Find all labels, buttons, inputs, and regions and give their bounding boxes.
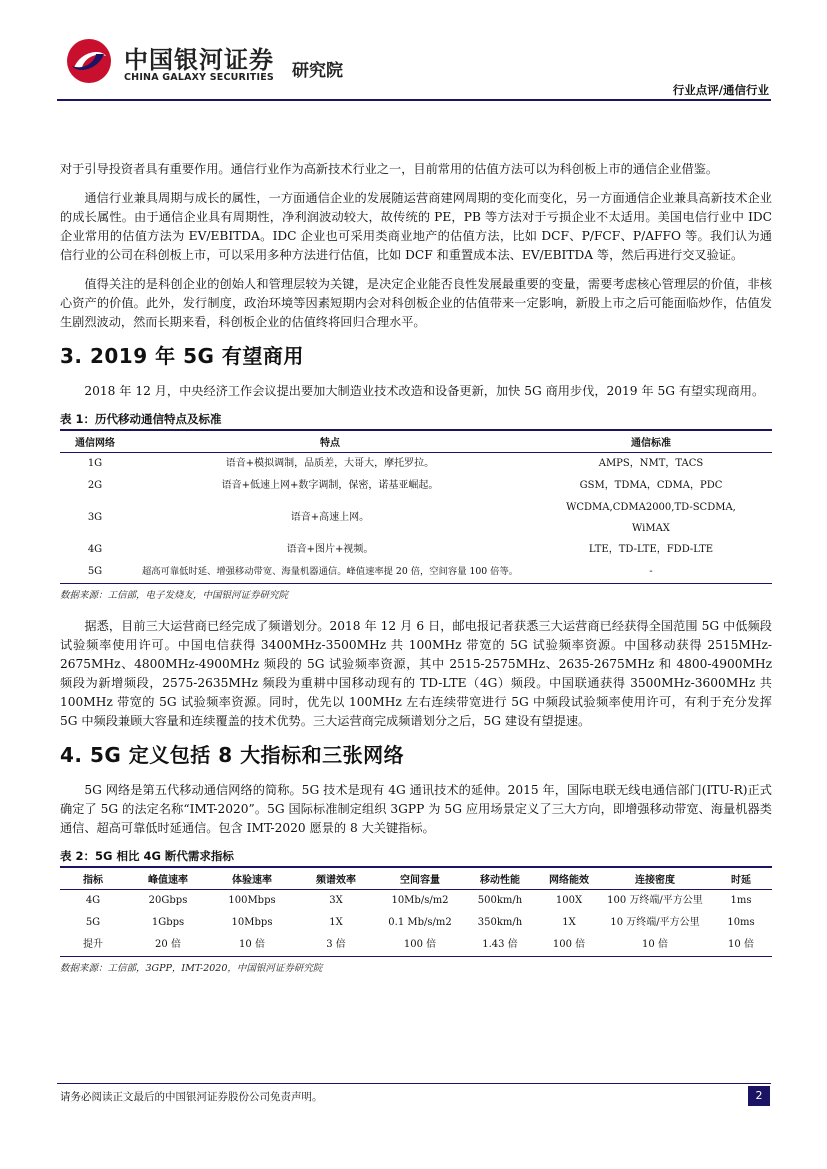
table-cell: GSM，TDMA，CDMA，PDC <box>579 480 723 491</box>
table-row <box>60 912 772 934</box>
table-cell: 100 倍 <box>378 934 462 957</box>
table-cell: 提升 <box>60 934 126 957</box>
header-divider <box>57 99 771 101</box>
table-cell: 1ms <box>730 895 752 906</box>
table-cell: 语音+高速上网。 <box>290 512 370 523</box>
section-4-title: 4. 5G 定义包括 8 大指标和三张网络 <box>60 743 405 767</box>
table-cell: 3G <box>87 512 103 523</box>
table-cell: 100 倍 <box>538 934 600 957</box>
report-category: 行业点评/通信行业 <box>672 83 769 97</box>
table-header-cell: 频谱效率 <box>294 867 378 890</box>
table-row <box>60 934 772 957</box>
table-cell: 5G <box>60 561 130 584</box>
table-header-cell: 连接密度 <box>600 867 710 890</box>
table-cell: 语音+图片+视频。 <box>286 544 374 555</box>
table-cell: 10 倍 <box>600 934 710 957</box>
footer-disclaimer: 请务必阅读正文最后的中国银河证券股份公司免责声明。 <box>60 1091 323 1103</box>
table-cell: 5G <box>85 917 101 928</box>
page-number: 2 <box>748 1086 770 1106</box>
table-header-cell: 网络能效 <box>538 867 600 890</box>
galaxy-logo-icon <box>66 38 112 84</box>
table-header-cell: 时延 <box>710 867 772 890</box>
paragraph: 通信行业兼具周期与成长的属性，一方面通信企业的发展随运营商建网周期的变化而变化，另一方面通信企业兼具高新技术企业的成长属性。由于通信企业具有周期性，净利润波动较大，故传统的 PE，PB 等方法对于亏损企业不太适用。美国电信行业中 IDC 企业常用的估值方法为 EV/EBITDA。IDC 企业也可采用类商业地产的估值方法，比如 DCF、P/FCF、P/AFFO 等。我们认为通信行业的公司在科创板上市，可以采用多种方法进行估值，比如 DCF 和重置成本法、EV/EBITDA 等，然后再进行交叉验证。 <box>60 191 772 262</box>
table-header-row <box>60 430 772 453</box>
table-cell: 语音+低速上网+数字调制，保密，诺基亚崛起。 <box>221 480 439 491</box>
footer-divider <box>57 1083 771 1084</box>
table-cell: 20Gbps <box>148 895 188 906</box>
table-row <box>60 453 772 476</box>
paragraph: 对于引导投资者具有重要作用。通信行业作为高新技术行业之一，目前常用的估值方法可以为科创板上市的通信企业借鉴。 <box>60 162 719 176</box>
table-cell: 超高可靠低时延、增强移动带宽、海量机器通信。峰值速率提 20 倍，空间容量 100 倍等。 <box>130 561 530 584</box>
table-row <box>60 497 772 539</box>
table-row <box>60 475 772 497</box>
table-header-row <box>60 867 772 890</box>
table-cell: 1.43 倍 <box>462 934 538 957</box>
table-row <box>60 890 772 913</box>
table-2-source: 数据来源：工信部，3GPP，IMT-2020，中国银河证券研究院 <box>60 963 323 974</box>
table-cell: WCDMA,CDMA2000,TD-SCDMA, WiMAX <box>566 502 736 534</box>
table-cell: 语音+模拟调制，品质差，大哥大，摩托罗拉。 <box>225 458 435 469</box>
table-cell: 1Gbps <box>151 917 185 928</box>
brand-name-cn: 中国银河证券 <box>124 46 274 74</box>
section-3-title: 3. 2019 年 5G 有望商用 <box>60 344 304 368</box>
table-1-source: 数据来源：工信部，电子发烧友，中国银河证券研究院 <box>60 590 289 601</box>
table-cell: 10 万终端/平方公里 <box>610 917 700 928</box>
main-content <box>60 160 772 990</box>
table-cell: 3 倍 <box>294 934 378 957</box>
table-header-cell: 通信标准 <box>530 430 772 453</box>
table-header-cell: 通信网络 <box>60 430 130 453</box>
table-cell: 20 倍 <box>126 934 210 957</box>
table-cell: 3X <box>329 895 343 906</box>
table-cell: 10ms <box>727 917 755 928</box>
paragraph: 值得关注的是科创企业的创始人和管理层较为关键，是决定企业能否良性发展最重要的变量，需要考虑核心管理层的价值，非核心资产的价值。此外，发行制度，政治环境等因素短期内会对科创板企业的估值带来一定影响，新股上市之后可能面临炒作，估值发生剧烈波动，然而长期来看，科创板企业的估值终将回归合理水平。 <box>60 277 772 329</box>
table-cell: 100Mbps <box>228 895 276 906</box>
brand-institute: 研究院 <box>292 61 343 81</box>
paragraph: 5G 网络是第五代移动通信网络的简称。5G 技术是现有 4G 通讯技术的延伸。2015 年，国际电联无线电通信部门(ITU-R)正式确定了 5G 的法定名称“IMT-2020”。5G 国际标准制定组织 3GPP 为 5G 应用场景定义了三大方向，即增强移动带宽、海量机器类通信、超高可靠低时延通信。包含 IMT-2020 愿景的 8 大关键指标。 <box>60 783 772 835</box>
table-header-cell: 空间容量 <box>378 867 462 890</box>
table-2-caption: 表 2：5G 相比 4G 断代需求指标 <box>60 849 234 863</box>
table-cell: 10Mb/s/m2 <box>391 895 449 906</box>
table-cell: 1G <box>87 458 103 469</box>
table-cell: 1X <box>329 917 343 928</box>
table-header-cell: 体验速率 <box>210 867 294 890</box>
paragraph: 2018 年 12 月，中央经济工作会议提出要加大制造业技术改造和设备更新，加快 5G 商用步伐，2019 年 5G 有望实现商用。 <box>84 384 765 398</box>
table-header-cell: 特点 <box>130 430 530 453</box>
table-cell: LTE，TD-LTE，FDD-LTE <box>588 544 714 555</box>
table-row <box>60 539 772 561</box>
table-cell: 10 倍 <box>210 934 294 957</box>
table-header-cell: 指标 <box>60 867 126 890</box>
table-cell: 500km/h <box>477 895 523 906</box>
table-cell: 4G <box>87 544 103 555</box>
table-cell: 350km/h <box>477 917 523 928</box>
table-1 <box>60 429 772 584</box>
table-cell: 10Mbps <box>231 917 273 928</box>
table-cell: AMPS，NMT，TACS <box>598 458 704 469</box>
paragraph: 据悉，目前三大运营商已经完成了频谱划分。2018 年 12 月 6 日，邮电报记者获悉三大运营商已经获得全国范围 5G 中低频段试验频率使用许可。中国电信获得 3400MHz-3500MHz 共 100MHz 带宽的 5G 试验频率资源。中国移动获得 2515MHz-2675MHz、4800MHz-4900MHz 频段的 5G 试验频率资源，其中 2515-2575MHz、2635-2675MHz 和 4800-4900MHz 频段为新增频段，2575-2635MHz 频段为重耕中国移动现有的 TD-LTE（4G）频段。中国联通获得 3500MHz-3600MHz 共 100MHz 带宽的 5G 试验频率资源。同时，优先以 100MHz 左右连续带宽进行 5G 中频段试验频率使用许可，有利于充分发挥 5G 中频段兼顾大容量和连续覆盖的技术优势。三大运营商完成频谱划分之后，5G 建设有望提速。 <box>60 619 772 728</box>
table-2 <box>60 866 772 957</box>
table-cell: 10 倍 <box>710 934 772 957</box>
table-1-caption: 表 1：历代移动通信特点及标准 <box>60 412 222 426</box>
table-header-cell: 峰值速率 <box>126 867 210 890</box>
table-row <box>60 561 772 584</box>
table-cell: 1X <box>562 917 576 928</box>
table-cell: 0.1 Mb/s/m2 <box>388 917 452 928</box>
table-cell: - <box>530 561 772 584</box>
table-cell: 2G <box>87 480 103 491</box>
brand-name-en: CHINA GALAXY SECURITIES <box>124 72 274 83</box>
table-cell: 100X <box>555 895 583 906</box>
table-cell: 4G <box>85 895 101 906</box>
table-header-cell: 移动性能 <box>462 867 538 890</box>
table-cell: 100 万终端/平方公里 <box>607 895 703 906</box>
